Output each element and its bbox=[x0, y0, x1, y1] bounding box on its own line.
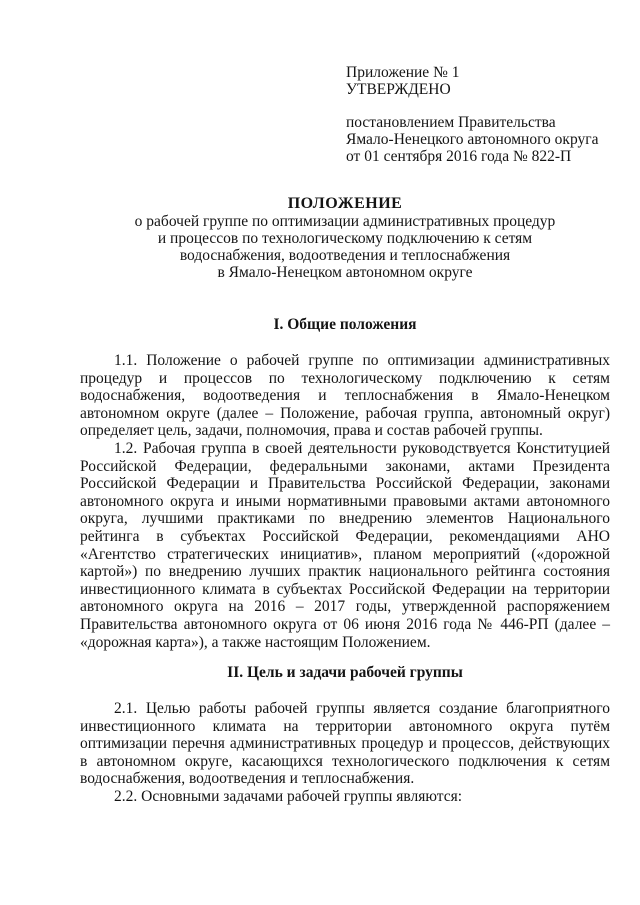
paragraph-1-2: 1.2. Рабочая группа в своей деятельности руководствуется Конституцией Российской Федерации, федеральными законами, актами Президента Российской Федерации и Правительства Российской Федерации, законами автономного округа и иными нормативными правовыми актами автономного округа, лучшими практиками по внедрению элементов Национального рейтинга в субъектах Российской Федерации, рекомендациями АНО «Агентство стратегических инициатив», планом мероприятий («дорожной картой») по внедрению лучших практик национального рейтинга состояния инвестиционного климата в субъектах Российской Федерации на территории автономного округа на 2016 – 2017 годы, утвержденной распоряжением Правительства автономного округа от 06 июня 2016 года № 446-РП (далее – «дорожная карта»), а также настоящим Положением. bbox=[80, 439, 610, 651]
approved-label: УТВЕРЖДЕНО bbox=[346, 81, 451, 98]
appendix-number: Приложение № 1 bbox=[346, 64, 460, 81]
document-title: ПОЛОЖЕНИЕ bbox=[287, 195, 403, 212]
paragraph-2-2: 2.2. Основными задачами рабочей группы являются: bbox=[114, 787, 463, 805]
decree-line-1: постановлением Правительства bbox=[346, 114, 556, 131]
decree-line-2: Ямало-Ненецкого автономного округа bbox=[346, 131, 599, 148]
section-1-heading: I. Общие положения bbox=[273, 316, 417, 333]
decree-line-3: от 01 сентября 2016 года № 822-П bbox=[346, 148, 572, 165]
section-2-body bbox=[80, 700, 610, 806]
paragraph-2-1: 2.1. Целью работы рабочей группы является создание благоприятного инвестиционного климата на территории автономного округа путём оптимизации перечня административных процедур и процессов, действующих в автономном округе, касающихся технологического подключения к сетям водоснабжения, водоотведения и теплоснабжения. bbox=[80, 700, 610, 788]
section-1-body bbox=[80, 352, 610, 651]
title-line-3: водоснабжения, водоотведения и теплоснабжения bbox=[179, 247, 511, 264]
document-title-block bbox=[60, 195, 630, 281]
paragraph-1-1: 1.1. Положение о рабочей группе по оптимизации административных процедур и процессов по технологическому подключению к сетям водоснабжения, водоотведения и теплоснабжения в Ямало-Ненецком автономном округе (далее – Положение, рабочая группа, автономный округ) определяет цель, задачи, полномочия, права и состав рабочей группы. bbox=[80, 352, 610, 440]
approval-gap bbox=[346, 98, 616, 114]
title-line-1: о рабочей группе по оптимизации административных процедур bbox=[134, 213, 556, 230]
title-line-4: в Ямало-Ненецком автономном округе bbox=[217, 264, 473, 281]
title-line-2: и процессов по технологическому подключению к сетям bbox=[157, 230, 533, 247]
approval-stamp bbox=[346, 64, 616, 165]
section-2-heading: II. Цель и задачи рабочей группы bbox=[227, 664, 463, 681]
